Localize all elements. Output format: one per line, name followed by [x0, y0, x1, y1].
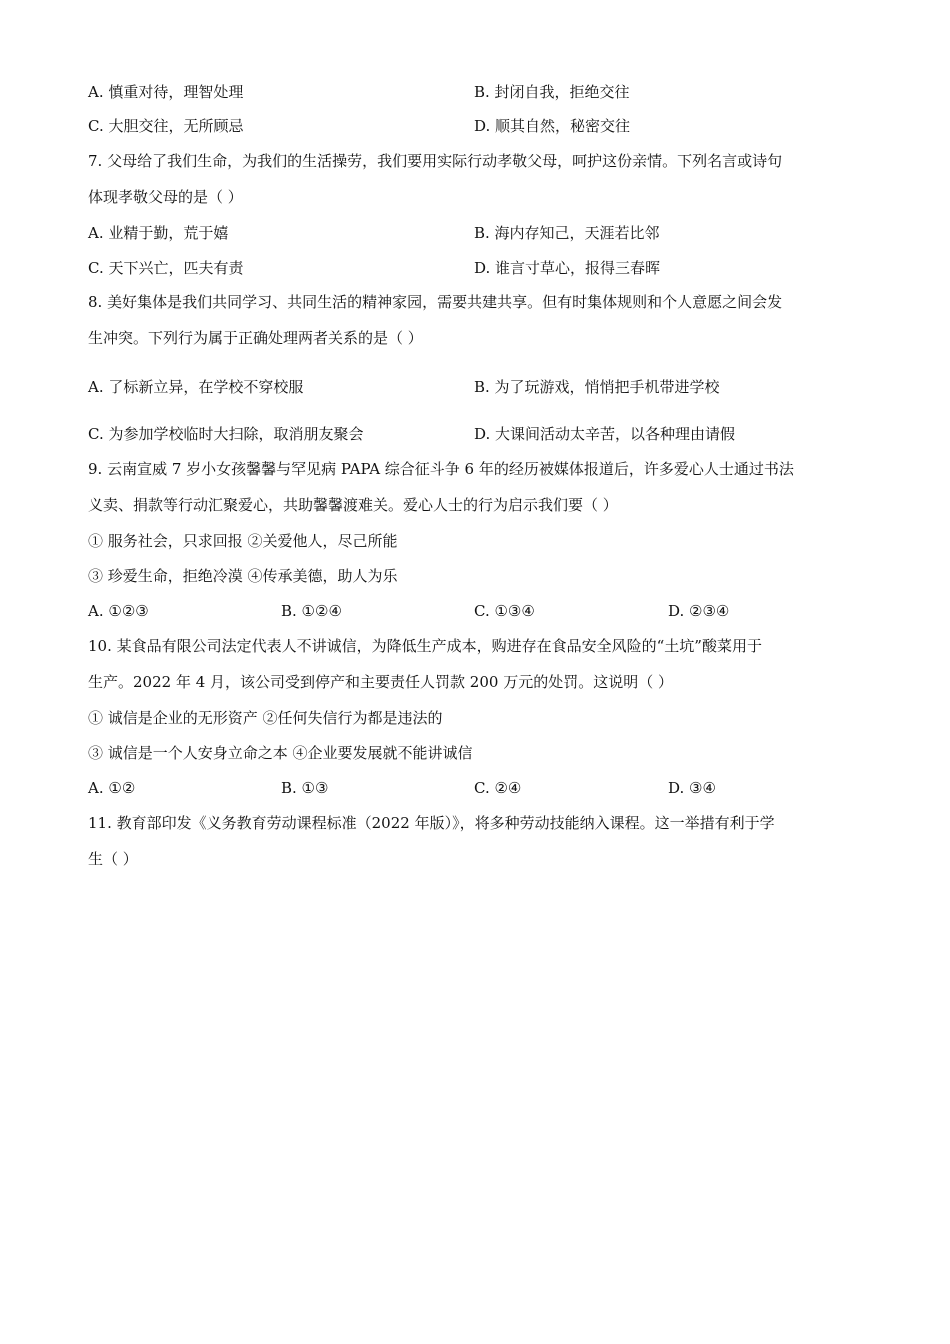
q9-stem-line1: 9. 云南宣威 7 岁小女孩馨馨与罕见病 PAPA 综合征斗争 6 年的经历被媒体报道后，许多爱心人士通过书法 — [88, 460, 794, 478]
q10-stem-line1: 10. 某食品有限公司法定代表人不讲诚信，为降低生产成本，购进存在食品安全风险的“土坑”酸菜用于 — [88, 637, 762, 655]
q10-statements-3-4: ③ 诚信是一个人安身立命之本 ④企业要发展就不能讲诚信 — [88, 744, 473, 762]
q10-option-c: C. ②④ — [474, 779, 522, 797]
q11-stem-line1: 11. 教育部印发《义务教育劳动课程标准（2022 年版）》，将多种劳动技能纳入课程。这一举措有利于学 — [88, 814, 775, 832]
q7-stem-line2: 体现孝敬父母的是（ ） — [88, 188, 243, 206]
q7-option-c: C. 天下兴亡，匹夫有责 — [88, 259, 244, 277]
q7-option-b: B. 海内存知己，天涯若比邻 — [474, 224, 660, 242]
q9-statements-1-2: ① 服务社会，只求回报 ②关爱他人，尽己所能 — [88, 532, 398, 550]
q9-option-b: B. ①②④ — [281, 602, 342, 620]
q10-option-b: B. ①③ — [281, 779, 329, 797]
q6-option-b: B. 封闭自我，拒绝交往 — [474, 83, 630, 101]
q8-option-d: D. 大课间活动太辛苦，以各种理由请假 — [474, 425, 736, 443]
q9-option-d: D. ②③④ — [668, 602, 730, 620]
q8-option-a: A. 了标新立异，在学校不穿校服 — [88, 378, 304, 396]
q9-statements-3-4: ③ 珍爱生命，拒绝冷漠 ④传承美德，助人为乐 — [88, 567, 398, 585]
q7-stem-line1: 7. 父母给了我们生命，为我们的生活操劳，我们要用实际行动孝敬父母，呵护这份亲情。下列名言或诗句 — [88, 152, 783, 170]
q10-statements-1-2: ① 诚信是企业的无形资产 ②任何失信行为都是违法的 — [88, 709, 443, 727]
q7-option-d: D. 谁言寸草心，报得三春晖 — [474, 259, 661, 277]
q6-option-c: C. 大胆交往，无所顾忌 — [88, 117, 244, 135]
q8-option-b: B. 为了玩游戏，悄悄把手机带进学校 — [474, 378, 720, 396]
q6-option-d: D. 顺其自然，秘密交往 — [474, 117, 631, 135]
q9-option-c: C. ①③④ — [474, 602, 535, 620]
q8-stem-line2: 生冲突。下列行为属于正确处理两者关系的是（ ） — [88, 329, 423, 347]
q8-option-c: C. 为参加学校临时大扫除，取消朋友聚会 — [88, 425, 364, 443]
q8-stem-line1: 8. 美好集体是我们共同学习、共同生活的精神家园，需要共建共享。但有时集体规则和个人意愿之间会发 — [88, 293, 783, 311]
q9-stem-line2: 义卖、捐款等行动汇聚爱心，共助馨馨渡难关。爱心人士的行为启示我们要（ ） — [88, 496, 618, 514]
q10-option-a: A. ①② — [88, 779, 136, 797]
q9-option-a: A. ①②③ — [88, 602, 149, 620]
q10-stem-line2: 生产。2022 年 4 月，该公司受到停产和主要责任人罚款 200 万元的处罚。这说明（ ） — [88, 673, 673, 691]
q6-option-a: A. 慎重对待，理智处理 — [88, 83, 244, 101]
q11-stem-line2: 生（ ） — [88, 850, 138, 868]
q7-option-a: A. 业精于勤，荒于嬉 — [88, 224, 229, 242]
q10-option-d: D. ③④ — [668, 779, 716, 797]
